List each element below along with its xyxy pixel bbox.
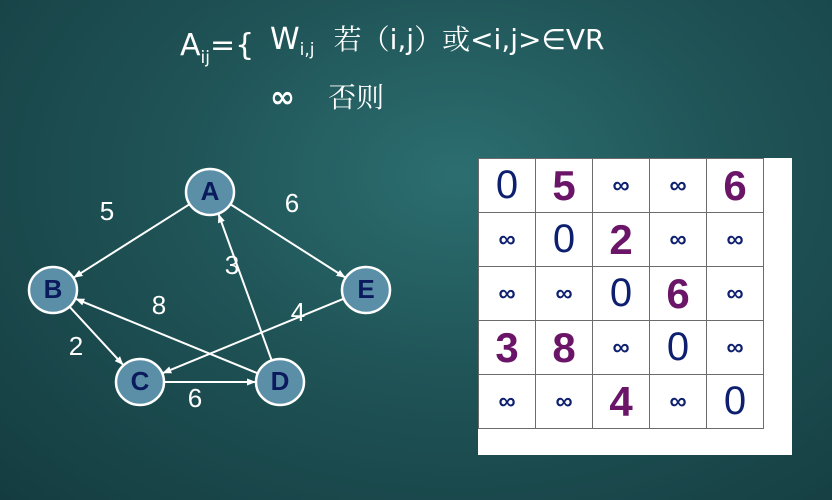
matrix-cell: ∞ — [593, 159, 650, 213]
matrix-cell: 4 — [593, 375, 650, 429]
edge-d-a — [219, 215, 272, 360]
formula-case2-condition: 否则 — [328, 81, 385, 114]
matrix-cell: ∞ — [707, 321, 764, 375]
formula-lhs — [180, 28, 255, 68]
adjacency-matrix — [478, 158, 764, 429]
matrix-cell: ∞ — [707, 267, 764, 321]
formula-case1-base: W — [270, 22, 300, 57]
edge-weight-a-b: 5 — [99, 195, 115, 226]
matrix-cell: 5 — [536, 159, 593, 213]
node-label-c: C — [130, 365, 150, 396]
formula-lhs-sub: ij — [200, 48, 210, 68]
matrix-row — [479, 375, 764, 429]
matrix-cell: 0 — [650, 321, 707, 375]
edge-weight-e-c: 4 — [290, 296, 306, 327]
matrix-cell: 0 — [707, 375, 764, 429]
edge-weight-a-e: 6 — [284, 187, 300, 218]
matrix-row — [479, 321, 764, 375]
edge-weight-d-a: 3 — [224, 249, 240, 280]
matrix-cell: ∞ — [536, 267, 593, 321]
node-label-a: A — [200, 175, 220, 206]
matrix-cell: ∞ — [479, 267, 536, 321]
edge-weight-c-d: 6 — [187, 382, 203, 413]
matrix-cell: 0 — [536, 213, 593, 267]
matrix-row — [479, 267, 764, 321]
matrix-cell: 2 — [593, 213, 650, 267]
matrix-cell: 6 — [707, 159, 764, 213]
node-label-b: B — [43, 273, 63, 304]
matrix-cell: ∞ — [479, 375, 536, 429]
edge-weight-d-b: 8 — [151, 289, 167, 320]
matrix-row — [479, 213, 764, 267]
edge-a-b — [74, 205, 189, 278]
formula-case2 — [270, 76, 384, 116]
matrix-row — [479, 159, 764, 213]
matrix-cell: ∞ — [650, 159, 707, 213]
matrix-cell: 0 — [593, 267, 650, 321]
edge-d-b — [76, 299, 257, 373]
formula-case1-condition: 若（i,j）或<i,j>∈VR — [333, 23, 605, 56]
formula-lhs-base: A — [180, 28, 201, 63]
matrix-cell: ∞ — [536, 375, 593, 429]
matrix-cell: ∞ — [650, 375, 707, 429]
matrix-cell: 0 — [479, 159, 536, 213]
matrix-cell: 6 — [650, 267, 707, 321]
node-label-d: D — [270, 365, 290, 396]
formula-case1 — [270, 18, 604, 58]
node-label-e: E — [357, 273, 375, 304]
matrix-cell: ∞ — [593, 321, 650, 375]
matrix-cell: ∞ — [650, 213, 707, 267]
matrix-cell: 8 — [536, 321, 593, 375]
adjacency-matrix-panel — [478, 158, 792, 455]
formula-case2-value: ∞ — [270, 80, 295, 115]
edge-weight-b-c: 2 — [68, 330, 84, 361]
formula-brace: ={ — [209, 28, 255, 63]
matrix-cell: 3 — [479, 321, 536, 375]
formula-case1-sub: i,j — [299, 40, 315, 60]
weighted-digraph — [0, 150, 420, 420]
matrix-cell: ∞ — [707, 213, 764, 267]
matrix-cell: ∞ — [479, 213, 536, 267]
